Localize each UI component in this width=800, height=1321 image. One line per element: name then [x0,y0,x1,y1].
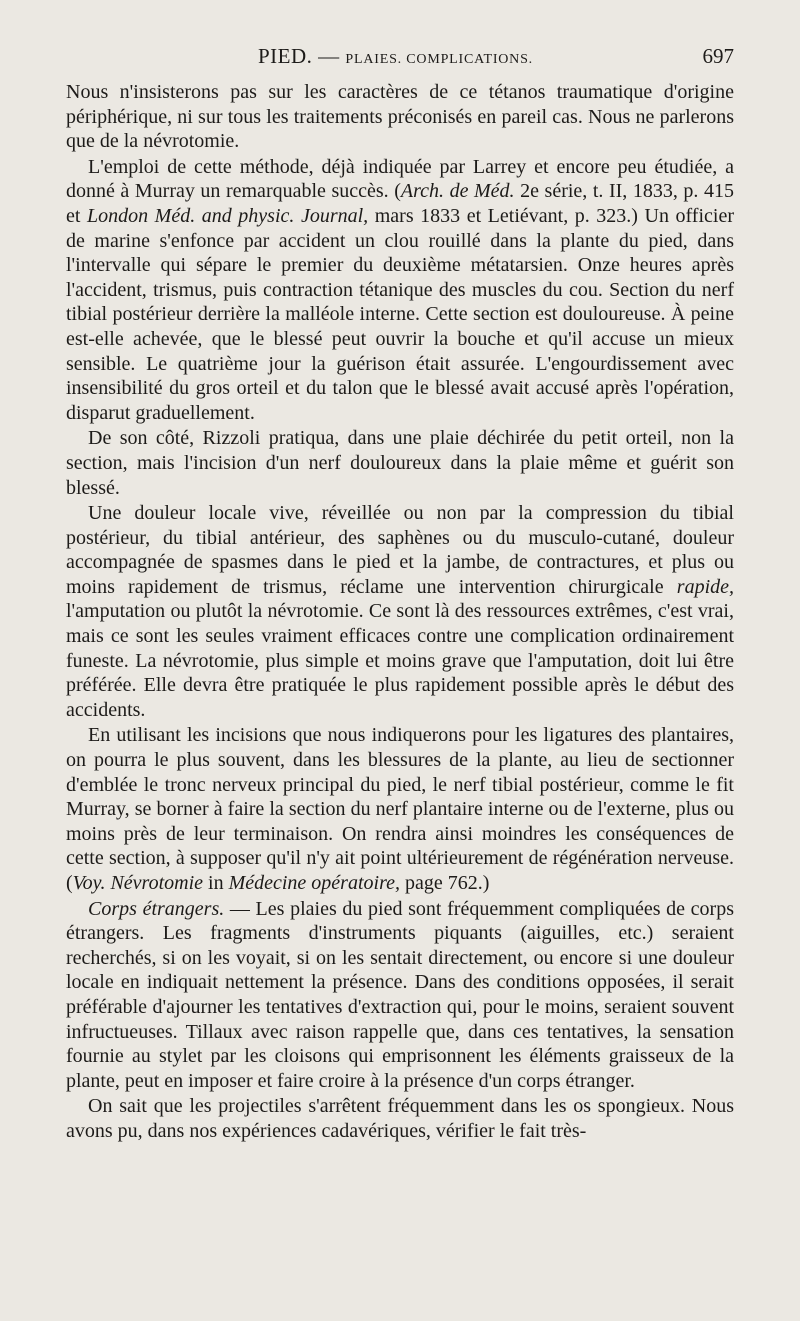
italic-run: rapide, [676,575,734,598]
text-run: Nous n'insisterons pas sur les caractères de ce tétanos traumatique d'origine périphérique, ni sur tous les traitements préconisés en pareil cas. Nous ne parlerons que de la névrotomie. [66,81,734,153]
text-run: Une douleur locale vive, réveillée ou non par la compression du tibial postérieur, du tibial antérieur, des saphènes ou du musculo-cutané, douleur accompagnée de spasmes dans le pied et la jambe, de contractures, et plus ou moins rapidement de trismus, réclame une intervention chirurgicale [66,502,734,598]
paragraph [66,501,734,722]
italic-run: Voy. Névrotomie [72,872,204,894]
text-run: 2e série, t. II, 1833, p. 415 et [66,180,734,227]
text-run: — Les plaies du pied sont fréquemment compliquées de corps étrangers. Les fragments d'instruments piquants (aiguilles, etc.) seraient recherchés, si on les voyait, si on les sentait directement, ou encore si une douleur locale en indiquait nettement la présence. Dans des conditions opposées, il serait préférable d'ajourner les tentatives d'extraction qui, pour le moins, seraient souvent infructueuses. Tillaux avec raison rappelle que, dans ces tentatives, la sensation fournie au stylet par les cloisons qui emprisonnent les éléments graisseux de la plante, peut en imposer et faire croire à la présence d'un corps étranger. [66,897,734,1092]
paragraph [66,1094,734,1143]
italic-run: London Méd. and physic. Journal, [86,204,369,227]
paragraph [66,426,734,500]
text-run: l'amputation ou plutôt la névrotomie. Ce sont là des ressources extrêmes, c'est vrai, mais ce sont les seules vraiment efficaces contre une complication ordinairement funeste. La névrotomie, plus simple et moins grave que l'amputation, doit lui être préférée. Elle devra être pratiquée le plus rapidement possible après le début des accidents. [66,600,734,721]
text-run: in [203,872,229,894]
running-title-dash: — [318,44,340,68]
text-run: L'emploi de cette méthode, déjà indiquée par Larrey et encore peu étudiée, a donné à Murray un remarquable succès. ( [66,155,734,203]
running-header [66,44,734,74]
text-run: page 762.) [400,872,490,894]
running-title-sub: PLAIES. COMPLICATIONS. [345,52,533,67]
body-text [66,80,734,1144]
italic-run: Arch. de Méd. [400,180,515,203]
italic-run: Corps étrangers. [88,897,225,920]
text-run: De son côté, Rizzoli pratiqua, dans une plaie déchirée du petit orteil, non la section, mais l'incision d'un nerf douloureux dans la plaie même et guérit son blessé. [66,427,734,499]
running-title [258,44,533,69]
page-number: 697 [702,44,734,68]
paragraph [66,723,734,895]
text-run: En utilisant les incisions que nous indiquerons pour les ligatures des plantaires, on pourra le plus souvent, dans les blessures de la plante, au lieu de sectionner d'emblée le tronc nerveux principal du pied, le nerf tibial postérieur, comme le fit Murray, se borner à faire la section du nerf plantaire interne ou de l'externe, plus ou moins près de leur terminaison. On rendra ainsi moindres les conséquences de cette section, à supposer qu'il n'y ait point ultérieurement de régénération nerveuse. ( [66,724,734,894]
paragraph [66,80,734,154]
paragraph [66,897,734,1094]
text-run: mars 1833 et Letiévant, p. 323.) Un officier de marine s'enfonce par accident un clou rouillé dans la plante du pied, dans l'intervalle qui sépare le premier du deuxième métatarsien. Onze heures après l'accident, trismus, puis contraction tétanique des muscles du cou. Section du nerf tibial postérieur derrière la malléole interne. Cette section est douloureuse. À peine est-elle achevée, que le blessé peut ouvrir la bouche et qu'il accuse un mieux sensible. Le quatrième jour la guérison était assurée. L'engourdissement avec insensibilité du gros orteil et du talon que le blessé avait accusé après l'opération, disparut graduellement. [66,204,734,424]
italic-run: Médecine opératoire, [228,872,400,894]
paragraph [66,155,734,426]
running-title-main: PIED. [258,44,313,68]
text-run: On sait que les projectiles s'arrêtent fréquemment dans les os spongieux. Nous avons pu, dans nos expériences cadavériques, vérifier le fait très- [66,1095,734,1142]
